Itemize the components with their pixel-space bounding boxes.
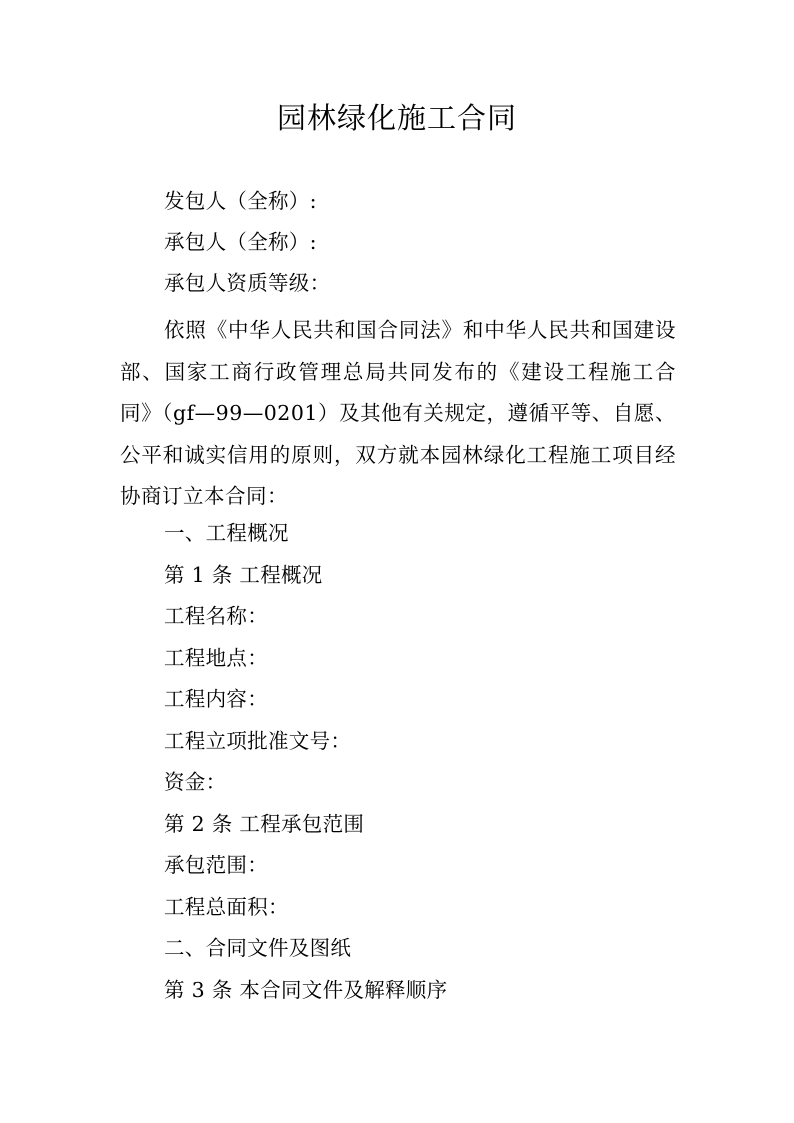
approval-number-line: 工程立项批准文号：	[164, 729, 352, 753]
section-2-heading: 二、合同文件及图纸	[164, 936, 352, 960]
intro-paragraph: 依照《中华人民共和国合同法》和中华人民共和国建设部、国家工商行政管理总局共同发布的《建设工程施工合同》（gf—99—0201）及其他有关规定，遵循平等、自愿、公平和诚实信用的原则，双方就本园林绿化工程施工项目经协商订立本合同：	[120, 318, 676, 509]
document-title: 园林绿化施工合同	[276, 101, 517, 135]
funding-line: 资金：	[164, 770, 227, 794]
party-a-line: 发包人（全称）:	[164, 189, 317, 213]
project-name-line: 工程名称：	[164, 604, 268, 628]
contract-scope-line: 承包范围：	[164, 853, 268, 877]
article-1-heading: 第 1 条 工程概况	[164, 563, 323, 587]
article-3-heading: 第 3 条 本合同文件及解释顺序	[164, 978, 448, 1002]
qualification-line: 承包人资质等级：	[164, 271, 331, 295]
project-location-line: 工程地点：	[164, 646, 268, 670]
project-content-line: 工程内容：	[164, 687, 268, 711]
total-area-line: 工程总面积：	[164, 895, 289, 919]
section-1-heading: 一、工程概况	[164, 521, 289, 545]
article-2-heading: 第 2 条 工程承包范围	[164, 812, 365, 836]
party-b-line: 承包人（全称）:	[164, 230, 317, 254]
